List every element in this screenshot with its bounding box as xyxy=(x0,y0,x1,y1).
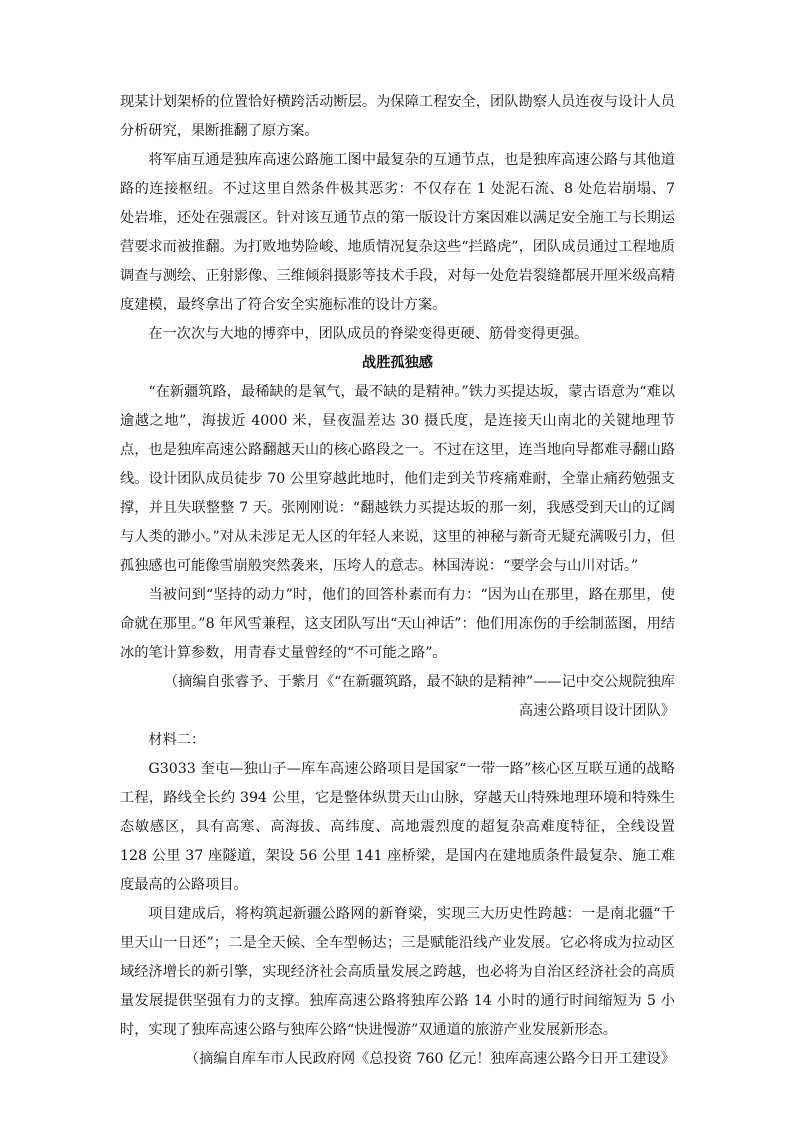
source-citation-1-line2: 高速公路项目设计团队》 xyxy=(518,703,675,719)
paragraph-continued: 现某计划架桥的位置恰好横跨活动断层。为保障工程安全，团队勘察人员连夜与设计人员分析研究，果断推翻了原方案。 xyxy=(120,94,675,139)
paragraph-benefits: 项目建成后，将构筑起新疆公路网的新脊梁，实现三大历史性跨越：一是南北疆“千里天山一日还”；二是全天候、全车型畅达；三是赋能沿线产业发展。它必将成为拉动区域经济增长的新引擎，实现经济社会高质量发展之跨越，也必将为自治区经济社会的高质量发展提供坚强有力的支撑。独库高速公路将独库公路 14 小时的通行时间缩短为 5 小时，实现了独库高速公路与独库公路“快进慢游”双通道的旅游产业发展新形态。 xyxy=(120,906,675,1038)
paragraph-jiangjunmiao: 将军庙互通是独库高速公路施工图中最复杂的互通节点，也是独库高速公路与其他道路的连接枢纽。不过这里自然条件极其恶劣：不仅存在 1 处泥石流、8 处危岩崩塌、7 处岩堆，还处在强震区。针对该互通节点的第一版设计方案因难以满足安全施工与长期运营要求而被推翻。为打败地势险峻、地质情况复杂这些“拦路虎”，团队成员通过工程地质调查与测绘、正射影像、三维倾斜摄影等技术手段，对每一处危岩裂缝都展开厘米级高精度建模，最终拿出了符合安全实施标准的设计方案。 xyxy=(120,152,675,313)
material-label: 材料二： xyxy=(148,732,206,748)
paragraph-backbone: 在一次次与大地的博弈中，团队成员的脊梁变得更硬、筋骨变得更强。 xyxy=(148,326,589,342)
section-heading: 战胜孤独感 xyxy=(362,355,433,371)
document-body xyxy=(120,88,675,1074)
paragraph-spirit: “在新疆筑路，最稀缺的是氧气，最不缺的是精神。”铁力买提达坂，蒙古语意为“难以逾越之地”，海拔近 4000 米，昼夜温差达 30 摄氏度，是连接天山南北的关键地理节点，也是独库高速公路翻越天山的核心路段之一。不过在这里，连当地向导都难寻翻山路线。设计团队成员徒步 70 公里穿越此地时，他们走到关节疼痛难耐，全靠止痛药勉强支撑，并且失联整整 7 天。张刚刚说：“翻越铁力买提达坂的那一刻，我感受到天山的辽阔与人类的渺小。”对从未涉足无人区的年轻人来说，这里的神秘与新奇无疑充满吸引力，但孤独感也可能像雪崩般突然袭来，压垮人的意志。林国涛说：“要学会与山川对话。” xyxy=(120,384,675,574)
source-citation-2: （摘编自库车市人民政府网《总投资 760 亿元！独库高速公路今日开工建设》 xyxy=(184,1051,675,1067)
source-citation-1-line1: （摘编自张睿予、于紫月《“在新疆筑路，最不缺的是精神”——记中交公规院独库 xyxy=(163,674,675,690)
paragraph-motivation: 当被问到“坚持的动力”时，他们的回答朴素而有力：“因为山在那里，路在那里，使命就在那里。”8 年风雪兼程，这支团队写出“天山神话”：他们用冻伤的手绘制蓝图，用结冰的笔计算参数，用青春丈量曾经的“不可能之路”。 xyxy=(120,587,675,661)
paragraph-g3033: G3033 奎屯—独山子—库车高速公路项目是国家“一带一路”核心区互联互通的战略工程，路线全长约 394 公里，它是整体纵贯天山山脉，穿越天山特殊地理环境和特殊生态敏感区，具有高寒、高海拔、高纬度、高地震烈度的超复杂高难度特征，全线设置 128 公里 37 座隧道，架设 56 公里 141 座桥梁，是国内在建地质条件最复杂、施工难度最高的公路项目。 xyxy=(120,761,675,893)
